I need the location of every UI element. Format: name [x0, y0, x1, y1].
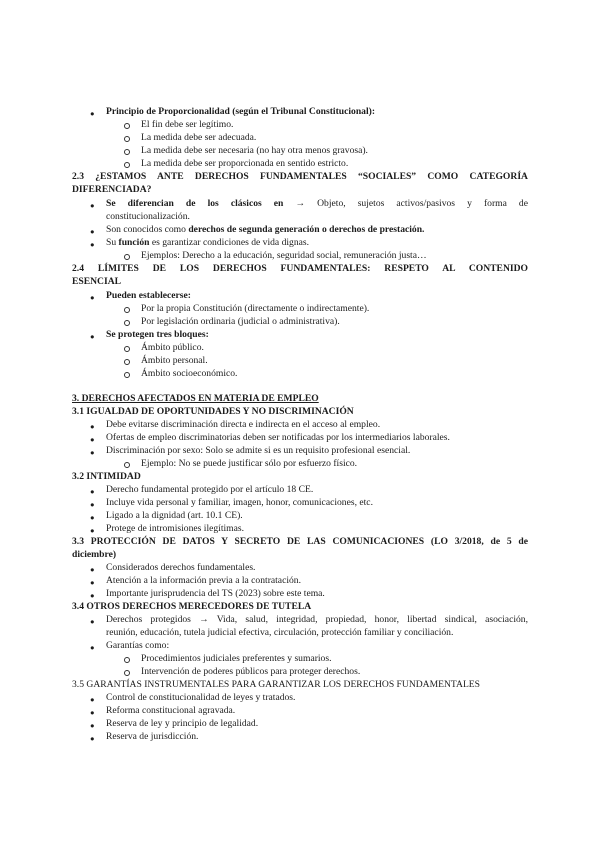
principio-heading: Principio de Proporcionalidad (según el Tribunal Constitucional): — [106, 106, 376, 117]
circle-bullet-icon — [124, 123, 130, 129]
section-heading: 2.4 LÍMITES DE LOS DERECHOS FUNDAMENTALES: RESPETO AL CONTENIDO — [72, 263, 528, 274]
circle-bullet-icon — [124, 320, 130, 326]
bullet: ● — [90, 565, 95, 574]
bullet: ● — [90, 513, 95, 522]
section-heading: 3.4 OTROS DERECHOS MERECEDORES DE TUTELA — [72, 601, 312, 612]
list-item: Se protegen tres bloques: — [106, 329, 209, 340]
bullet: ● — [90, 591, 95, 600]
bullet: ● — [90, 435, 95, 444]
list-item: El fin debe ser legítimo. — [141, 119, 234, 130]
list-item: Intervención de poderes públicos para proteger derechos. — [141, 666, 361, 677]
bullet: ● — [90, 617, 95, 626]
section-heading: 3.2 INTIMIDAD — [72, 471, 141, 482]
list-item: Ámbito socioeconómico. — [141, 368, 238, 379]
list-item: Pueden establecerse: — [106, 290, 191, 301]
list-item: La medida debe ser necesaria (no hay otra menos gravosa). — [141, 145, 368, 156]
list-item: Por la propia Constitución (directamente o indirectamente). — [141, 303, 370, 314]
bullet: ● — [90, 448, 95, 457]
list-item: Reserva de jurisdicción. — [106, 731, 199, 742]
bullet: ● — [90, 734, 95, 743]
list-item: Importante jurisprudencia del TS (2023) sobre este tema. — [106, 588, 325, 599]
bullet: ● — [90, 487, 95, 496]
circle-bullet-icon — [124, 346, 130, 352]
text: → Objeto, sujetos activos/pasivos y forma de — [283, 198, 528, 209]
bold-text: función — [118, 237, 150, 248]
bullet: ● — [90, 500, 95, 509]
list-item: Debe evitarse discriminación directa e indirecta en el acceso al empleo. — [106, 419, 381, 430]
list-item-cont: constitucionalización. — [106, 211, 190, 222]
bullet: ● — [90, 422, 95, 431]
bullet: ● — [90, 240, 95, 249]
text: Su — [106, 237, 119, 248]
circle-bullet-icon — [124, 462, 130, 468]
list-item: Por legislación ordinaria (judicial o administrativa). — [141, 316, 340, 327]
list-item: La medida debe ser proporcionada en sentido estricto. — [141, 158, 349, 169]
list-item: Considerados derechos fundamentales. — [106, 562, 256, 573]
list-item: Discriminación por sexo: Solo se admite si es un requisito profesional esencial. — [106, 445, 411, 456]
bullet: ● — [90, 695, 95, 704]
bold-text: Se diferencian de los clásicos en — [106, 198, 284, 209]
bold-text: derechos de segunda generación o derechos de prestación. — [188, 224, 425, 235]
section-heading: 2.3 ¿ESTAMOS ANTE DERECHOS FUNDAMENTALES “SOCIALES” COMO CATEGORÍA — [72, 171, 528, 182]
bullet: ● — [90, 332, 95, 341]
list-item: Derecho fundamental protegido por el artículo 18 CE. — [106, 484, 314, 495]
circle-bullet-icon — [124, 136, 130, 142]
list-item: Ámbito público. — [141, 342, 204, 353]
list-item: Ámbito personal. — [141, 355, 208, 366]
list-item — [106, 236, 309, 249]
bullet: ● — [90, 227, 95, 236]
bullet: ● — [90, 526, 95, 535]
list-item: Ejemplos: Derecho a la educación, seguridad social, remuneración justa… — [141, 250, 427, 261]
circle-bullet-icon — [124, 254, 130, 260]
list-item: Protege de intromisiones ilegítimas. — [106, 523, 245, 534]
list-item — [106, 197, 528, 210]
list-item: La medida debe ser adecuada. — [141, 132, 257, 143]
list-item: Control de constitucionalidad de leyes y tratados. — [106, 692, 296, 703]
section-heading: 3.5 GARANTÍAS INSTRUMENTALES PARA GARANTIZAR LOS DERECHOS FUNDAMENTALES — [72, 679, 480, 690]
section-heading: 3.1 IGUALDAD DE OPORTUNIDADES Y NO DISCRIMINACIÓN — [72, 406, 354, 417]
list-item: Ejemplo: No se puede justificar sólo por esfuerzo físico. — [141, 458, 358, 469]
list-item: Atención a la información previa a la contratación. — [106, 575, 301, 586]
bullet: ● — [90, 578, 95, 587]
bullet: ● — [90, 721, 95, 730]
circle-bullet-icon — [124, 657, 130, 663]
circle-bullet-icon — [124, 359, 130, 365]
list-item-cont: reunión, educación, tutela judicial efectiva, circulación, protección familiar y conciliación. — [106, 627, 454, 638]
bullet: ● — [90, 109, 95, 118]
circle-bullet-icon — [124, 307, 130, 313]
circle-bullet-icon — [124, 372, 130, 378]
list-item: Ofertas de empleo discriminatorias deben ser notificadas por los intermediarios laborales. — [106, 432, 450, 443]
circle-bullet-icon — [124, 162, 130, 168]
section-heading-cont: DIFERENCIADA? — [72, 184, 152, 195]
text: es garantizar condiciones de vida dignas. — [149, 237, 310, 248]
bullet: ● — [90, 293, 95, 302]
section-heading: 3.3 PROTECCIÓN DE DATOS Y SECRETO DE LAS COMUNICACIONES (LO 3/2018, de 5 de — [72, 536, 528, 547]
text: Son conocidos como — [106, 224, 189, 235]
chapter-title: 3. DERECHOS AFECTADOS EN MATERIA DE EMPLEO — [72, 393, 319, 404]
list-item: Garantías como: — [106, 640, 170, 651]
section-heading-cont: ESENCIAL — [72, 276, 122, 287]
list-item — [106, 223, 424, 236]
list-item: Reserva de ley y principio de legalidad. — [106, 718, 259, 729]
bullet: ● — [90, 708, 95, 717]
circle-bullet-icon — [124, 149, 130, 155]
bullet: ● — [90, 201, 95, 210]
section-heading-cont: diciembre) — [72, 549, 117, 560]
list-item: Procedimientos judiciales preferentes y sumarios. — [141, 653, 332, 664]
bullet: ● — [90, 643, 95, 652]
list-item: Derechos protegidos → Vida, salud, integridad, propiedad, honor, libertad sindical, asociación, — [106, 614, 528, 625]
circle-bullet-icon — [124, 670, 130, 676]
list-item: Incluye vida personal y familiar, imagen, honor, comunicaciones, etc. — [106, 497, 373, 508]
list-item: Ligado a la dignidad (art. 10.1 CE). — [106, 510, 243, 521]
list-item: Reforma constitucional agravada. — [106, 705, 236, 716]
